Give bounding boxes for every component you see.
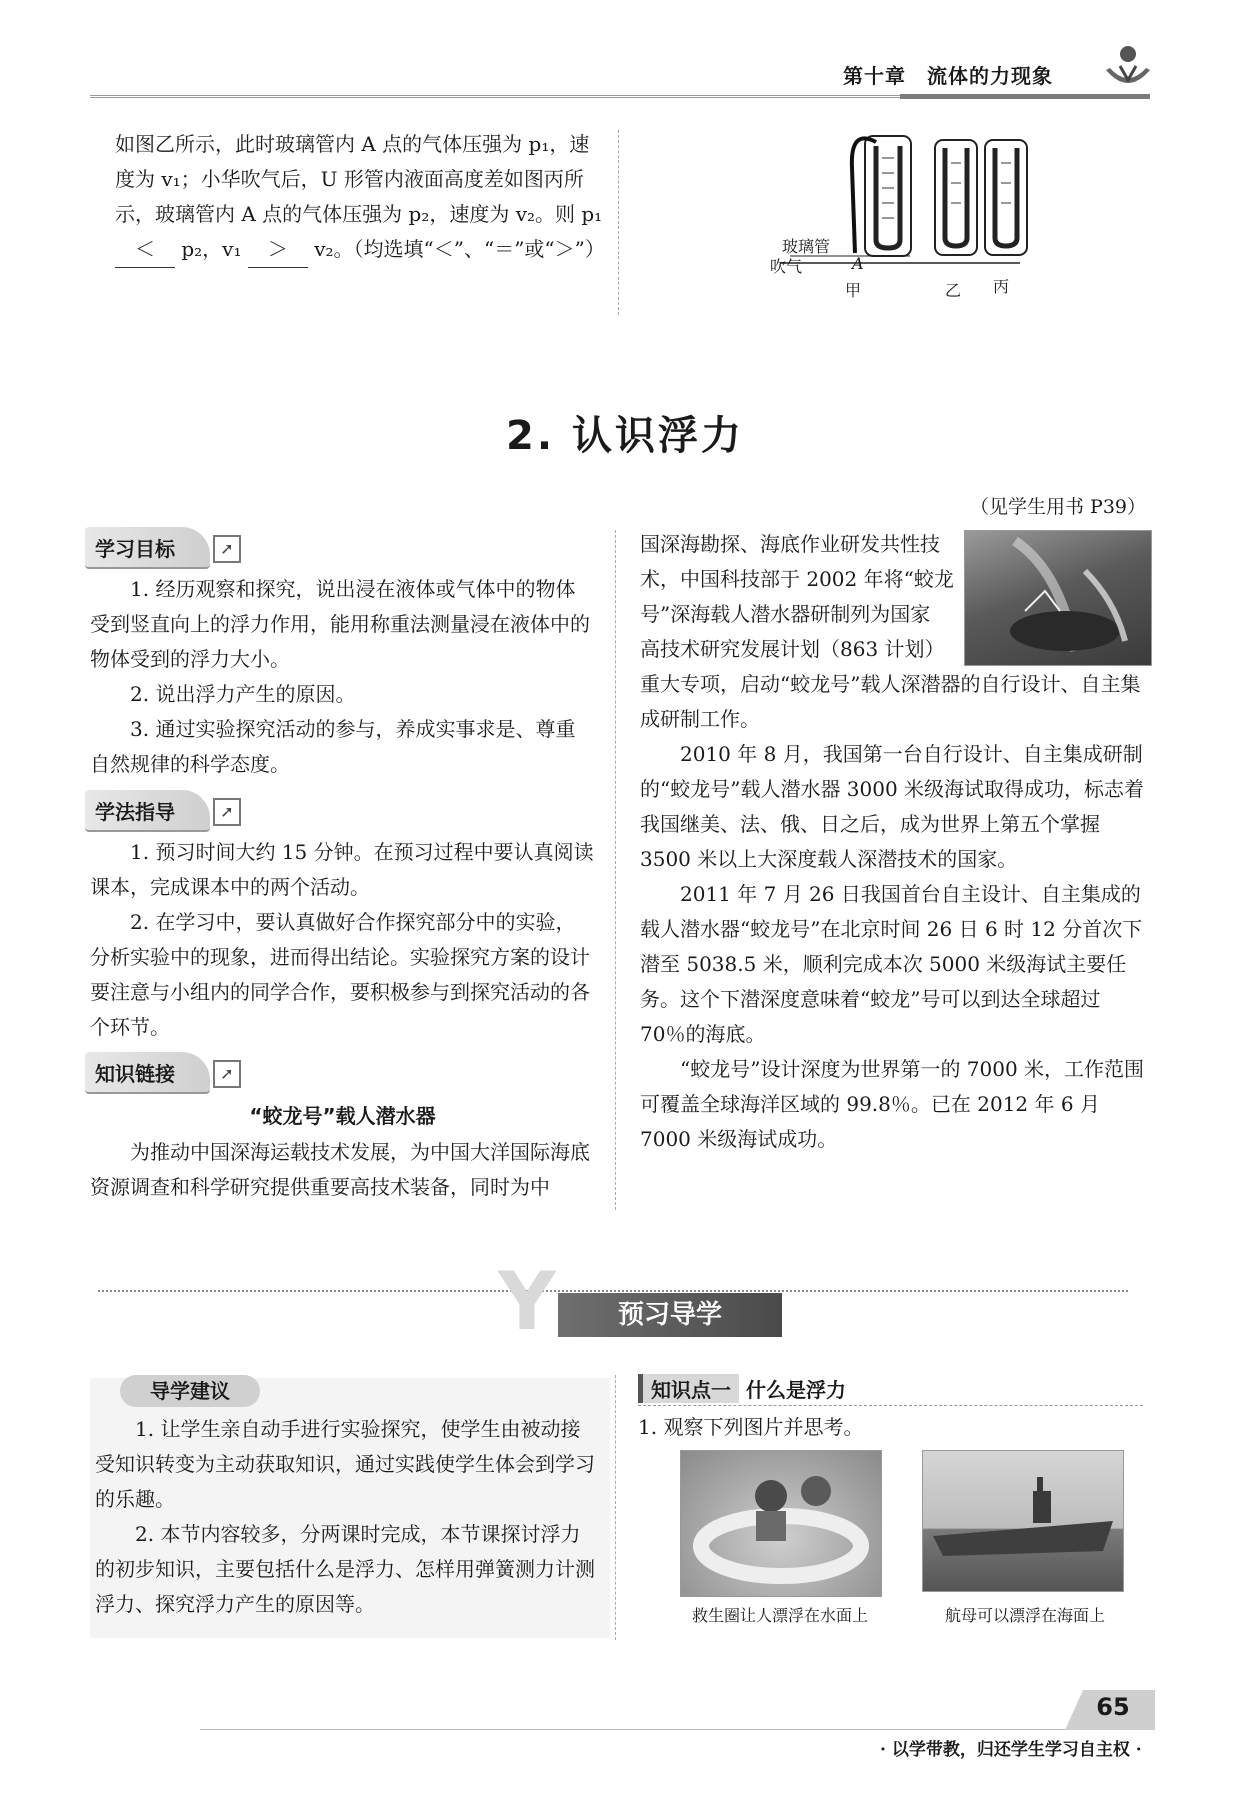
header-rule-bar (900, 94, 1150, 99)
figure-label-point: A (852, 254, 864, 273)
caption-life-ring: 救生圈让人漂浮在水面上 (691, 1606, 868, 1625)
link-text (90, 1135, 595, 1205)
goal-item: 2. 说出浮力产生的原因。 (130, 682, 356, 706)
guide-para: 2. 本节内容较多，分两课时完成，本节课探讨浮力的初步知识，主要包括什么是浮力、怎样用弹簧测力计测浮力、探究浮力产生的原因等。 (95, 1522, 595, 1616)
u-tube-figure (770, 128, 1150, 298)
guide-para: 1. 让学生亲自动手进行实验探究，使学生由被动接受知识转变为主动获取知识，通过实践使学生体会到学习的乐趣。 (95, 1417, 595, 1511)
problem-line: 度为 v₁；小华吹气后，U 形管内液面高度差如图丙所 (115, 167, 584, 191)
page-number: 65 (1096, 1693, 1130, 1721)
guide-text (95, 1412, 595, 1622)
arrow-icon: ➚ (213, 1060, 241, 1088)
goal-item: 3. 通过实验探究活动的参与，养成实事求是、尊重自然规律的科学态度。 (90, 717, 576, 776)
knowledge-rule (638, 1405, 1143, 1406)
footer-rule (200, 1729, 1080, 1730)
section-reference: （见学生用书 P39） (970, 496, 1147, 518)
banner-letter: Y (498, 1255, 556, 1348)
learning-goals (90, 572, 595, 782)
banner-title: 预习导学 (558, 1293, 782, 1337)
problem-text: v₂。（均选填“＜”、“＝”或“＞”） (307, 237, 605, 261)
link-paragraph: 为推动中国深海运载技术发展，为中国大洋国际海底资源调查和科学研究提供重要高技术装备，同时为中 (90, 1140, 590, 1199)
figure-label-yi: 乙 (945, 281, 962, 300)
tab-learning-goals: 学习目标 ➚ (85, 527, 225, 567)
method-item: 1. 预习时间大约 15 分钟。在预习过程中要认真阅读课本，完成课本中的两个活动。 (90, 840, 594, 899)
figure-label-tube: 玻璃管 (782, 237, 831, 256)
wrap-line: 号”深海载人潜水器研制列为国家 (640, 602, 931, 626)
question-1: 1. 观察下列图片并思考。 (638, 1415, 864, 1439)
jiaolong-para: 2011 年 7 月 26 日我国首台自主设计、自主集成的载人潜水器“蛟龙号”在北京时间 26 日 6 时 12 分首次下潜至 5038.5 米，顺利完成本次 5000 米级海试主要任务。这个下潜深度意味着“蛟龙”号可以到达全球超过 70％的海底。 (640, 882, 1143, 1046)
goal-item: 1. 经历观察和探究，说出浸在液体或气体中的物体受到竖直向上的浮力作用，能用称重法测量浸在液体中的物体受到的浮力大小。 (90, 577, 590, 671)
wrap-line: 国深海勘探、海底作业研发共性技 (640, 532, 940, 556)
guide-pill: 导学建议 (120, 1375, 260, 1407)
problem-line: 示，玻璃管内 A 点的气体压强为 p₂，速度为 v₂。则 p₁ (115, 202, 603, 226)
jiaolong-para: “蛟龙号”设计深度为世界第一的 7000 米，工作范围可覆盖全球海洋区域的 99.8％。已在 2012 年 6 月 7000 米级海试成功。 (640, 1057, 1145, 1151)
header-rule (90, 95, 900, 98)
tab-learning-method: 学法指导 ➚ (85, 790, 225, 830)
banner-rule (98, 1290, 1128, 1292)
column-divider (618, 130, 619, 315)
column-divider (615, 530, 616, 1210)
link-title: “蛟龙号”载人潜水器 (249, 1104, 436, 1128)
tab-knowledge-link: 知识链接 ➚ (85, 1052, 225, 1092)
submarine-photo (964, 530, 1152, 666)
problem-text: p₂，v₁ (175, 237, 248, 261)
jiaolong-intro-wrap (640, 527, 960, 667)
figure-label-blow: 吹气 (770, 257, 803, 276)
jiaolong-text (640, 667, 1150, 1157)
caption-carrier: 航母可以漂浮在海面上 (944, 1606, 1105, 1625)
method-item: 2. 在学习中，要认真做好合作探究部分中的实验，分析实验中的现象，进而得出结论。实验探究方案的设计要注意与小组内的同学合作，要积极参与到探究活动的各个环节。 (90, 910, 590, 1039)
knowledge-point-heading (638, 1374, 846, 1403)
answer-blank-1: ＜ (115, 232, 175, 268)
knowledge-point-label: 知识点一 (638, 1374, 739, 1403)
arrow-icon: ➚ (213, 535, 241, 563)
figure-label-jia: 甲 (845, 281, 862, 300)
chapter-title: 第十章 流体的力现象 (843, 64, 1053, 88)
wrap-line: 高技术研究发展计划（863 计划） (640, 637, 945, 661)
footer-motto: · 以学带教，归还学生学习自主权 · (880, 1740, 1142, 1760)
jiaolong-rest: 重大专项，启动“蛟龙号”载人深潜器的自行设计、自主集成研制工作。 (640, 672, 1141, 731)
figure-label-bing: 丙 (993, 277, 1010, 296)
jiaolong-para: 2010 年 8 月，我国第一台自行设计、自主集成研制的“蛟龙号”载人潜水器 3000 米级海试取得成功，标志着我国继美、法、俄、日之后，成为世界上第五个掌握 3500 米以上大深度载人深潜技术的国家。 (640, 742, 1145, 871)
life-ring-photo (680, 1450, 882, 1597)
problem-continuation (115, 127, 615, 268)
knowledge-point-title: 什么是浮力 (745, 1378, 846, 1402)
problem-answer-line (115, 232, 615, 268)
arrow-icon: ➚ (213, 798, 241, 826)
answer-blank-2: ＞ (248, 232, 308, 268)
column-divider (615, 1375, 616, 1640)
problem-line: 如图乙所示，此时玻璃管内 A 点的气体压强为 p₁，速 (115, 132, 590, 156)
learning-methods (90, 835, 595, 1045)
reading-person-logo-icon (1100, 40, 1155, 95)
wrap-line: 术，中国科技部于 2002 年将“蛟龙 (640, 567, 954, 591)
section-title: 2. 认识浮力 (506, 413, 744, 459)
aircraft-carrier-photo (922, 1450, 1124, 1592)
